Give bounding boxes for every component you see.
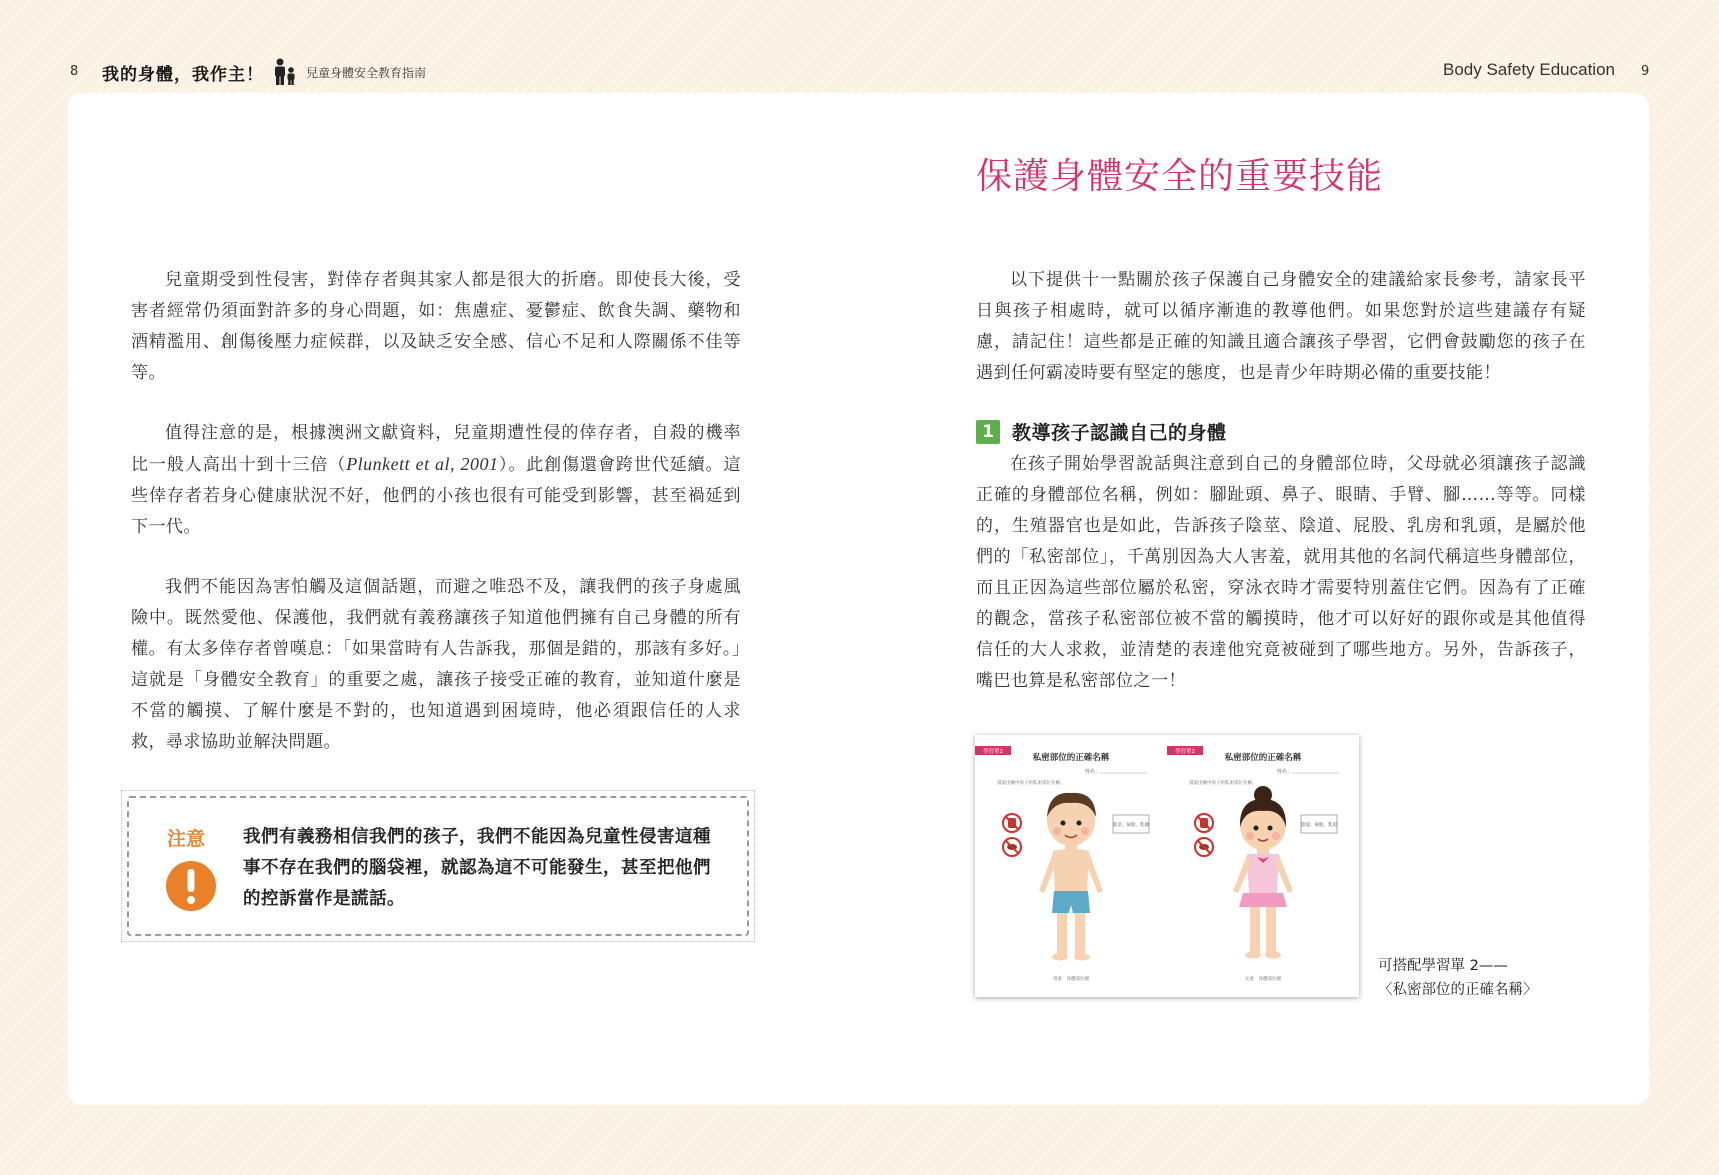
- parent-child-icon: [272, 58, 298, 86]
- worksheet-name-right: 姓名：: [1277, 769, 1293, 775]
- worksheet-name-left: 姓名：: [1085, 769, 1101, 775]
- section-title: 保護身體安全的重要技能: [976, 156, 1384, 197]
- notice-label: 注意: [167, 828, 206, 850]
- caption-line-2: 〈私密部位的正確名稱〉: [1378, 982, 1538, 998]
- no-touch-icon: [1003, 814, 1021, 832]
- skill-title: 教導孩子認識自己的身體: [1012, 422, 1227, 444]
- caption-line-1: 可搭配學習單 2——: [1378, 958, 1508, 974]
- right-page-number: 9: [1641, 64, 1650, 79]
- worksheet-footer-girl: 女童 身體部位圖: [1245, 977, 1281, 982]
- running-header-left: [102, 58, 426, 86]
- exclamation-icon: [165, 860, 217, 912]
- left-page-number: 8: [70, 64, 79, 79]
- running-header-right: Body Safety Education: [1442, 60, 1615, 79]
- no-touch-icon: [1195, 814, 1213, 832]
- notice-text: 我們有義務相信我們的孩子，我們不能因為兒童性侵害這種事不存在我們的腦袋裡，就認為這不可能發生，甚至把他們的控訴當作是謊話。: [243, 827, 711, 909]
- worksheet-thumbnail: [975, 735, 1359, 997]
- boy-figure: [1039, 793, 1103, 961]
- worksheet-tag-left: 學習單2: [983, 749, 1003, 755]
- left-paragraph-2-text-a: 值得注意的是，根據澳洲文獻資料，兒童期遭性侵的倖存者，自殺的機率比一般人高出十到十三倍（: [131, 423, 741, 475]
- no-look-icon: [1003, 838, 1021, 856]
- left-paragraph-1: 兒童期受到性侵害，對倖存者與其家人都是很大的折磨。即使長大後，受害者經常仍須面對許多的身心問題，如：焦慮症、憂鬱症、飲食失調、藥物和酒精濫用、創傷後壓力症候群，以及缺乏安全感、信心不足和人際關係不佳等等。: [131, 270, 741, 383]
- book-title: 我的身體，我作主！: [102, 64, 264, 85]
- intro-paragraph: 以下提供十一點關於孩子保護自己身體安全的建議給家長參考，請家長平日與孩子相處時，就可以循序漸進的教導他們。如果您對於這些建議存有疑慮，請記住！這些都是正確的知識且適合讓孩子學習，它們會鼓勵您的孩子在遇到任何霸凌時要有堅定的態度，也是青少年時期必備的重要技能！: [976, 270, 1586, 383]
- skill-heading: [976, 418, 1227, 445]
- book-subtitle: 兒童身體安全教育指南: [306, 65, 427, 80]
- worksheet-caption: [1378, 954, 1538, 1002]
- worksheet-title-left: 私密部位的正確名稱: [1032, 753, 1110, 763]
- girl-figure: [1233, 786, 1293, 959]
- citation: Plunkett et al, 2001: [346, 454, 499, 474]
- worksheet-label-girl: 陰道、屁股、乳房: [1301, 823, 1337, 828]
- worksheet-illustration: [975, 735, 1359, 997]
- worksheet-title-right: 私密部位的正確名稱: [1224, 753, 1302, 763]
- left-paragraph-2: [131, 418, 741, 543]
- left-paragraph-2-text-b: ）。此創傷還會跨世代延續。這些倖存者若身心健康狀況不好，他們的小孩也很有可能受到影響，甚至禍延到下一代。: [131, 455, 742, 537]
- worksheet-footer-boy: 男童 身體部位圖: [1053, 977, 1089, 982]
- worksheet-tag-right: 學習單2: [1175, 749, 1195, 755]
- worksheet-instruction-left: 請說出圖中孩子的私密部位名稱。: [997, 781, 1065, 786]
- worksheet-instruction-right: 請說出圖中孩子的私密部位名稱。: [1189, 781, 1257, 786]
- skill-paragraph: 在孩子開始學習說話與注意到自己的身體部位時，父母就必須讓孩子認識正確的身體部位名稱，例如：腳趾頭、鼻子、眼睛、手臂、腳……等等。同樣的，生殖器官也是如此，告訴孩子陰莖、陰道、屁股、乳房和乳頭，是屬於他們的「私密部位」，千萬別因為大人害羞，就用其他的名詞代稱這些身體部位，而且正因為這些部位屬於私密，穿泳衣時才需要特別蓋住它們。因為有了正確的觀念，當孩子私密部位被不當的觸摸時，他才可以好好的跟你或是其他值得信任的大人求救，並清楚的表達他究竟被碰到了哪些地方。另外，告訴孩子，嘴巴也算是私密部位之一！: [976, 454, 1586, 691]
- worksheet-label-boy: 陰莖、屁股、乳頭: [1113, 823, 1149, 828]
- no-look-icon: [1195, 838, 1213, 856]
- notice-box: [127, 796, 749, 936]
- skill-number-badge: 1: [976, 420, 1000, 444]
- left-paragraph-3: 我們不能因為害怕觸及這個話題，而避之唯恐不及，讓我們的孩子身處風險中。既然愛他、保護他，我們就有義務讓孩子知道他們擁有自己身體的所有權。有太多倖存者曾嘆息：「如果當時有人告訴我，那個是錯的，那該有多好。」這就是「身體安全教育」的重要之處，讓孩子接受正確的教育，並知道什麼是不當的觸摸、了解什麼是不對的，也知道遇到困境時，他必須跟信任的人求救，尋求協助並解決問題。: [131, 577, 741, 752]
